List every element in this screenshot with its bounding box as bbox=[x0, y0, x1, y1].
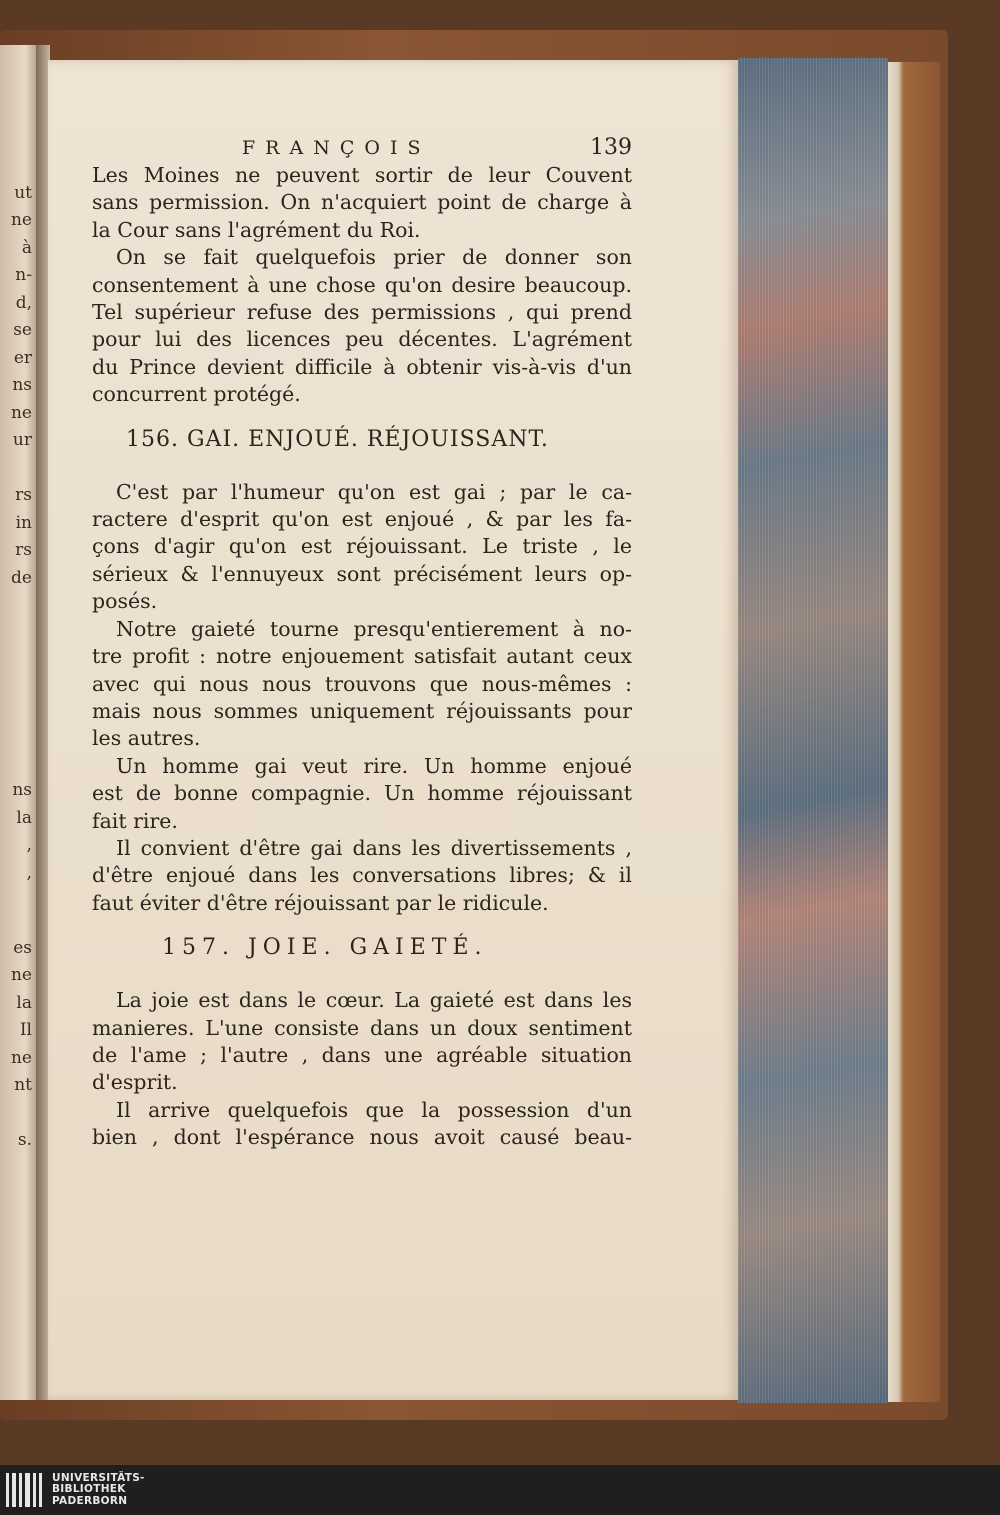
left-page-fragment: n- bbox=[15, 265, 32, 285]
section-heading-156: 156. GAI. ENJOUÉ. RÉJOUISSANT. bbox=[126, 426, 549, 452]
left-page-fragment: rs bbox=[15, 540, 32, 560]
page-text bbox=[92, 134, 632, 1152]
running-head bbox=[92, 134, 632, 160]
library-name-line: BIBLIOTHEK bbox=[52, 1483, 126, 1496]
text-line: On se fait quelquefois prier de donner son bbox=[116, 245, 632, 270]
text-line: du Prince devient difficile à obtenir vis-à-vis d'un bbox=[92, 354, 632, 379]
left-page-fragment: de bbox=[11, 568, 32, 588]
text-line: mais nous sommes uniquement réjouissants pour bbox=[92, 698, 632, 723]
text-line: Un homme gai veut rire. Un homme enjoué bbox=[116, 753, 632, 778]
library-name-line: PADERBORN bbox=[52, 1494, 128, 1507]
library-footer bbox=[0, 1465, 1000, 1515]
s156-paragraph-2 bbox=[92, 616, 632, 753]
library-logo-icon bbox=[6, 1473, 42, 1507]
text-line: manieres. L'une consiste dans un doux sentiment bbox=[92, 1015, 632, 1040]
running-head-title: FRANÇOIS bbox=[242, 137, 431, 159]
section-heading-157: 157. JOIE. GAIETÉ. bbox=[162, 935, 488, 961]
text-line: sans permission. On n'acquiert point de charge à bbox=[92, 190, 632, 215]
left-page-fragment: ne bbox=[10, 210, 32, 230]
text-line: concurrent protégé. bbox=[92, 382, 301, 407]
text-line: C'est par l'humeur qu'on est gai ; par le ca- bbox=[116, 479, 632, 504]
cover-edge bbox=[888, 62, 940, 1402]
text-line: d'être enjoué dans les conversations libres; & il bbox=[92, 863, 632, 888]
left-page-fragment: rs bbox=[15, 485, 32, 505]
left-page-fragment: in bbox=[15, 513, 32, 533]
left-page-fragment: ne bbox=[10, 965, 32, 985]
left-page-fragment: , bbox=[26, 835, 32, 855]
left-page-fragment: Il bbox=[19, 1020, 32, 1040]
text-line: avec qui nous nous trouvons que nous-mêmes : bbox=[92, 671, 632, 696]
s157-paragraph-2 bbox=[92, 1097, 632, 1152]
text-line: Notre gaieté tourne presqu'entierement à no- bbox=[116, 616, 632, 641]
text-line: Tel supérieur refuse des permissions , qui prend bbox=[92, 300, 632, 325]
text-line: d'esprit. bbox=[92, 1070, 178, 1095]
left-page-fragment: ne bbox=[10, 403, 32, 423]
text-line: de l'ame ; l'autre , dans une agréable situation bbox=[92, 1042, 632, 1067]
text-line: Il convient d'être gai dans les divertissements , bbox=[116, 835, 632, 860]
left-page-fragment: à bbox=[21, 238, 32, 258]
text-line: çons d'agir qu'on est réjouissant. Le triste , le bbox=[92, 534, 632, 559]
left-page-fragment: er bbox=[13, 348, 32, 368]
text-line: faut éviter d'être réjouissant par le ridicule. bbox=[92, 890, 549, 915]
text-line: les autres. bbox=[92, 726, 201, 751]
library-name bbox=[52, 1473, 145, 1508]
text-line: La joie est dans le cœur. La gaieté est dans les bbox=[116, 988, 632, 1013]
text-line: bien , dont l'espérance nous avoit causé beau- bbox=[92, 1125, 632, 1150]
text-line: ractere d'esprit qu'on est enjoué , & par les fa- bbox=[92, 507, 632, 532]
text-line: fait rire. bbox=[92, 808, 178, 833]
left-page-fragment: ne bbox=[10, 1048, 32, 1068]
text-line: posés. bbox=[92, 589, 158, 614]
left-page-fragment: ns bbox=[12, 780, 32, 800]
left-page-fragments bbox=[0, 45, 36, 1400]
left-page-fragment: s. bbox=[17, 1130, 32, 1150]
page-number: 139 bbox=[590, 135, 632, 160]
library-name-line: UNIVERSITÄTS- bbox=[52, 1471, 145, 1484]
text-line: Les Moines ne peuvent sortir de leur Couvent bbox=[92, 163, 632, 187]
left-page-fragment: la bbox=[16, 808, 32, 828]
left-page-fragment: se bbox=[13, 320, 32, 340]
left-page-fragment: ur bbox=[12, 430, 32, 450]
marbled-page-edges bbox=[738, 58, 888, 1403]
text-line: consentement à une chose qu'on desire beaucoup. bbox=[92, 272, 632, 297]
left-page-fragment: ut bbox=[14, 183, 32, 203]
text-line: tre profit : notre enjouement satisfait autant ceux bbox=[92, 644, 632, 669]
left-page-fragment: la bbox=[16, 993, 32, 1013]
s156-paragraph-3 bbox=[92, 753, 632, 835]
left-page-fragment: es bbox=[13, 938, 32, 958]
left-page-fragment: nt bbox=[14, 1075, 32, 1095]
s157-paragraph-1 bbox=[92, 987, 632, 1097]
s156-paragraph-4 bbox=[92, 835, 632, 917]
left-page-fragment: d, bbox=[15, 293, 32, 313]
paragraph-intro bbox=[92, 162, 632, 244]
left-page-fragment: ns bbox=[12, 375, 32, 395]
text-line: est de bonne compagnie. Un homme réjouissant bbox=[92, 781, 632, 806]
text-line: la Cour sans l'agrément du Roi. bbox=[92, 217, 421, 242]
text-line: Il arrive quelquefois que la possession d'un bbox=[116, 1097, 632, 1122]
left-page-edge bbox=[0, 45, 38, 1400]
paragraph-2 bbox=[92, 244, 632, 408]
left-page-fragment: , bbox=[26, 863, 32, 883]
text-line: pour lui des licences peu décentes. L'agrément bbox=[92, 327, 632, 352]
s156-paragraph-1 bbox=[92, 479, 632, 616]
text-line: sérieux & l'ennuyeux sont précisément leurs op- bbox=[92, 561, 632, 586]
